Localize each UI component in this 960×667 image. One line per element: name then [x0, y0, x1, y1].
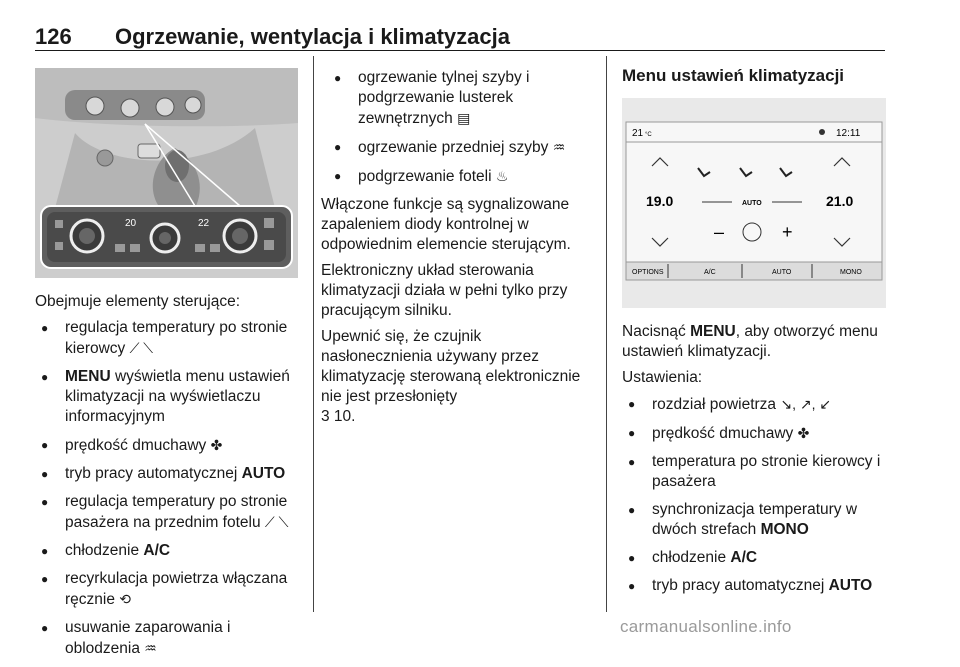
list-item: ● temperatura po stronie kierowcy i pasażera	[622, 452, 892, 492]
tab-mono[interactable]: MONO	[840, 269, 862, 276]
temp-adjust-icon: ⟋ ⟍	[264, 514, 289, 530]
middle-list	[328, 68, 593, 187]
defrost-icon: ♒	[144, 640, 157, 656]
list-item: ● podgrzewanie foteli ♨	[328, 166, 593, 187]
tab-options[interactable]: OPTIONS	[632, 269, 664, 276]
fan-decrease-button[interactable]: –	[714, 222, 725, 242]
column-divider-1	[313, 56, 314, 612]
page-number: 126	[35, 24, 72, 49]
list-item: ● usuwanie zaparowania i oblodzenia ♒	[35, 618, 300, 659]
list-item: ● chłodzenie A/C	[622, 548, 892, 568]
climate-menu-screen	[622, 98, 886, 308]
outside-temp: 21	[632, 128, 644, 139]
paragraph: Elektroniczny układ sterowania klimatyzacji działa w pełni tylko przy pracującym silniku.	[321, 262, 568, 319]
left-list	[35, 318, 300, 659]
climate-screen-illustration	[622, 98, 886, 308]
rear-heater-icon: ▤	[457, 110, 471, 126]
right-temp-setting: 21.0	[826, 193, 854, 209]
clock: 12:11	[836, 128, 861, 139]
settings-gear-icon[interactable]	[819, 129, 825, 135]
middle-column	[321, 68, 593, 433]
list-item: ● recyrkulacja powietrza włączana ręcznie ⟲	[35, 569, 300, 610]
recirculation-icon: ⟲	[119, 591, 132, 607]
list-item: ● ogrzewanie tylnej szyby i podgrzewanie lusterek zewnętrznych ▤	[328, 68, 593, 129]
tab-ac[interactable]: A/C	[704, 269, 716, 276]
list-item: ● regulacja temperatury po stronie kierowcy ⟋ ⟍	[35, 318, 300, 359]
list-item: ● rozdział powietrza ↘, ↗, ↙	[622, 394, 892, 415]
windscreen-heater-icon: ♒	[552, 139, 566, 155]
list-item: ● chłodzenie A/C	[35, 541, 300, 561]
paragraph: Upewnić się, że czujnik nasłonecznienia używany przez klimatyzację sterowaną elektronicznie nie jest przesłonięty	[321, 328, 581, 405]
auto-label[interactable]: AUTO	[742, 200, 762, 207]
fan-icon: ✤	[210, 437, 223, 453]
control-panel-photo	[35, 68, 298, 278]
temp-adjust-icon: ⟋ ⟍	[129, 340, 154, 356]
left-intro: Obejmuje elementy sterujące:	[35, 293, 241, 310]
photo-right-temp: 22	[198, 218, 210, 229]
left-column	[35, 292, 300, 667]
list-item: ● prędkość dmuchawy ✤	[622, 423, 892, 444]
settings-label: Ustawienia:	[622, 369, 703, 386]
list-item: ● prędkość dmuchawy ✤	[35, 435, 300, 456]
temp-unit: °C	[645, 132, 652, 138]
list-item: ● synchronizacja temperatury w dwóch strefach MONO	[622, 500, 892, 540]
control-panel-illustration	[35, 68, 298, 278]
fan-increase-button[interactable]: +	[782, 222, 793, 242]
page-reference: 3 10.	[321, 408, 356, 425]
list-item: ● ogrzewanie przedniej szyby ♒	[328, 137, 593, 158]
settings-list	[622, 394, 892, 596]
photo-left-temp: 20	[125, 218, 137, 229]
fan-icon: ✤	[797, 425, 810, 441]
left-temp-setting: 19.0	[646, 193, 674, 209]
right-column	[622, 322, 892, 604]
list-item: ● tryb pracy automatycznej AUTO	[35, 464, 300, 484]
seat-heater-icon: ♨	[495, 168, 509, 184]
tab-auto[interactable]: AUTO	[772, 269, 792, 276]
paragraph: Włączone funkcje są sygnalizowane zapaleniem diody kontrolnej w odpowiednim elemencie sterującym.	[321, 196, 571, 253]
list-item: ● tryb pracy automatycznej AUTO	[622, 576, 892, 596]
page-header	[35, 10, 885, 51]
watermark: carmanualsonline.info	[620, 617, 792, 636]
section-title: Menu ustawień klimatyzacji	[622, 66, 845, 85]
list-item: ● regulacja temperatury po stronie pasażera na przednim fotelu ⟋ ⟍	[35, 492, 300, 533]
column-divider-2	[606, 56, 607, 612]
chapter-title: Ogrzewanie, wentylacja i klimatyzacja	[115, 24, 510, 49]
air-distribution-icon: ↘, ↗, ↙	[780, 396, 832, 412]
list-item: ● MENU wyświetla menu ustawień klimatyzacji na wyświetlaczu informacyjnym	[35, 367, 300, 427]
menu-intro: Nacisnąć MENU, aby otworzyć menu ustawień klimatyzacji.	[622, 323, 878, 360]
